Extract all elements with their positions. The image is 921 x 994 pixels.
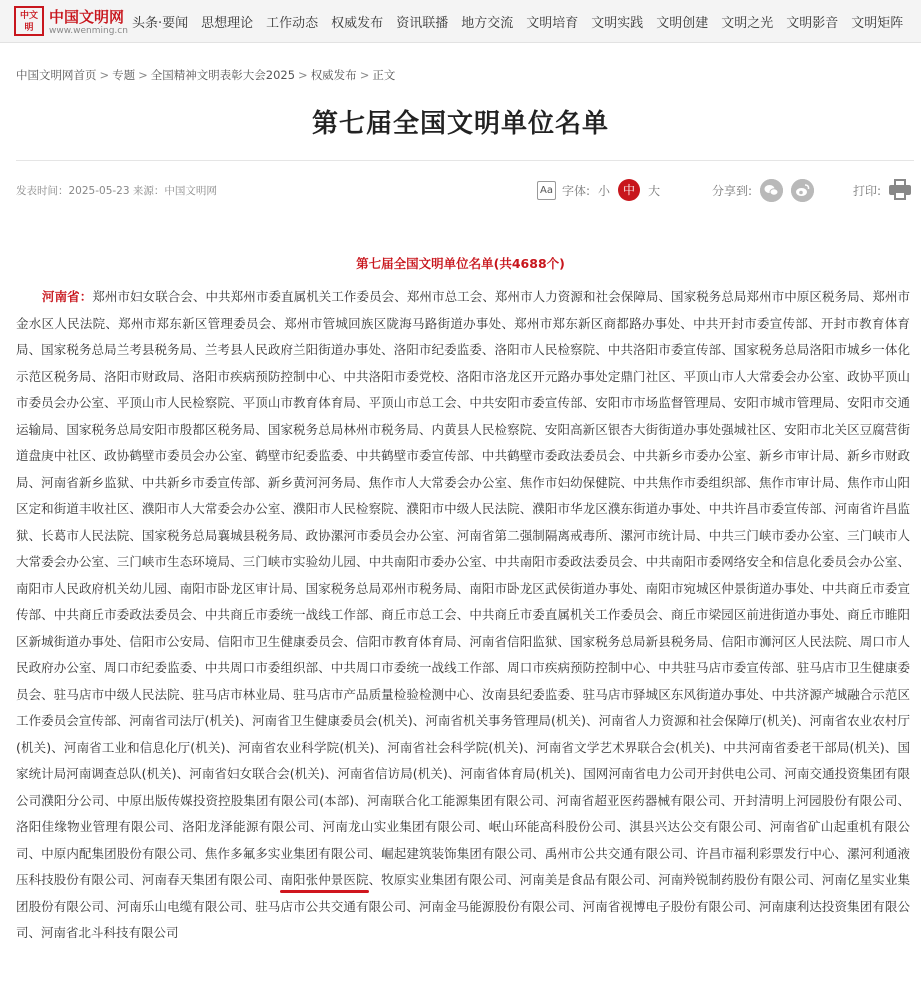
breadcrumb-current: 正文 (372, 68, 396, 82)
font-size-icon: Aa (537, 181, 556, 200)
breadcrumb-separator: > (138, 68, 148, 82)
breadcrumb-home[interactable]: 中国文明网首页 (16, 68, 97, 82)
nav-item-local-exchange[interactable]: 地方交流 (461, 16, 514, 31)
breadcrumb-separator: > (298, 68, 308, 82)
breadcrumb-release[interactable]: 权威发布 (310, 68, 357, 82)
print-controls (853, 178, 911, 202)
breadcrumb-separator: > (359, 68, 370, 82)
font-size-controls (537, 178, 668, 202)
nav-item-theory[interactable]: 思想理论 (201, 16, 254, 31)
breadcrumb-topic[interactable]: 专题 (112, 68, 136, 82)
logo-url: www.wenming.cn (49, 26, 128, 36)
font-size-medium-button[interactable]: 中 (618, 179, 640, 201)
nav-item-matrix[interactable]: 文明矩阵 (851, 16, 904, 31)
nav-item-official-release[interactable]: 权威发布 (331, 16, 384, 31)
site-logo[interactable] (14, 6, 128, 38)
unit-list-text-continued: 、牧原实业集团有限公司、河南美是食品有限公司、河南羚锐制药股份有限公司、河南亿星实业集团股份有限公司、河南乐山电缆有限公司、驻马店市公共交通有限公司、河南金马能源股份有限公司、河南省视博电子股份有限公司、河南康利达投资集团有限公司、河南省北斗科技有限公司 (16, 872, 910, 940)
logo-mark: 中文明 (14, 6, 44, 36)
title-divider (16, 160, 914, 161)
font-size-large-button[interactable]: 大 (648, 183, 661, 198)
breadcrumb-separator: > (99, 68, 110, 82)
nav-item-media[interactable]: 文明影音 (786, 16, 839, 31)
printer-icon[interactable] (889, 179, 911, 201)
wechat-icon[interactable] (760, 179, 783, 202)
unit-list-text: 郑州市妇女联合会、中共郑州市委直属机关工作委员会、郑州市总工会、郑州市人力资源和社会保障局、国家税务总局郑州市中原区税务局、郑州市金水区人民法院、郑州市郑东新区管理委员会、郑州市管城回族区陇海马路街道办事处、郑州市郑东新区商都路办事处、中共开封市委宣传部、开封市教育体育局、国家税务总局兰考县税务局、兰考县人民政府兰阳街道办事处、洛阳市纪委监委、洛阳市人民检察院、中共洛阳市委宣传部、国家税务总局洛阳市城乡一体化示范区税务局、洛阳市财政局、洛阳市疾病预防控制中心、中共洛阳市委党校、洛阳市洛龙区开元路办事处定鼎门社区、平顶山市人大常委会办公室、政协平顶山市委员会办公室、平顶山市人民检察院、平顶山市教育体育局、平顶山市总工会、中共安阳市委宣传部、安阳市市场监督管理局、安阳市城市管理局、安阳市交通运输局、国家税务总局安阳市殷都区税务局、国家税务总局林州市税务局、内黄县人民检察院、安阳高新区银杏大街街道办事处强城社区、安阳市北关区豆腐营街道盘庚中社区、政协鹤壁市委员会办公室、鹤壁市纪委监委、中共鹤壁市委宣传部、中共鹤壁市委政法委员会、中共新乡市委办公室、新乡市审计局、新乡市财政局、河南省新乡监狱、中共新乡市委宣传部、新乡黄河河务局、焦作市人大常委会办公室、焦作市妇幼保健院、中共焦作市委组织部、焦作市审计局、焦作市山阳区定和街道丰收社区、濮阳市人大常委会办公室、濮阳市人民检察院、濮阳市中级人民法院、濮阳市华龙区濮东街道办事处、中共许昌市委宣传部、河南省许昌监狱、长葛市人民法院、国家税务总局襄城县税务局、政协漯河市委员会办公室、河南省第二强制隔离戒毒所、漯河市统计局、中共三门峡市委办公室、三门峡市人大常委会办公室、三门峡市生态环境局、三门峡市实验幼儿园、中共南阳市委办公室、中共南阳市委政法委员会、中共南阳市委网络安全和信息化委员会办公室、南阳市人民政府机关幼儿园、南阳市卧龙区审计局、国家税务总局邓州市税务局、南阳市卧龙区武侯街道办事处、南阳市宛城区仲景街道办事处、中共商丘市委宣传部、中共商丘市委政法委员会、中共商丘市委统一战线工作部、商丘市总工会、中共商丘市委直属机关工作委员会、商丘市梁园区前进街道办事处、商丘市睢阳区新城街道办事处、信阳市公安局、信阳市卫生健康委员会、信阳市教育体育局、河南省信阳监狱、国家税务总局新县税务局、信阳市浉河区人民法院、周口市人民政府办公室、周口市纪委监委、中共周口市委组织部、中共周口市委统一战线工作部、周口市疾病预防控制中心、中共驻马店市委宣传部、驻马店市卫生健康委员会、驻马店市中级人民法院、驻马店市林业局、驻马店市产品质量检验检测中心、汝南县纪委监委、驻马店市驿城区东风街道办事处、中共济源产城融合示范区工作委员会宣传部、河南省司法厅(机关)、河南省卫生健康委员会(机关)、河南省机关事务管理局(机关)、河南省人力资源和社会保障厅(机关)、河南省农业农村厅(机关)、河南省工业和信息化厅(机关)、河南省农业科学院(机关)、河南省社会科学院(机关)、河南省文学艺术界联合会(机关)、中共河南省委老干部局(机关)、国家统计局河南调查总队(机关)、河南省妇女联合会(机关)、河南省信访局(机关)、河南省体育局(机关)、国网河南省电力公司开封供电公司、河南交通投资集团有限公司濮阳分公司、中原出版传媒投资控股集团有限公司(本部)、河南联合化工能源集团有限公司、河南省超亚医药器械有限公司、开封清明上河园股份有限公司、洛阳佳缘物业管理有限公司、洛阳龙泽能源有限公司、河南龙山实业集团有限公司、岷山环能高科股份公司、淇县兴达公交有限公司、河南省矿山起重机有限公司、中原内配集团股份有限公司、焦作多氟多实业集团有限公司、崛起建筑装饰集团有限公司、禹州市公共交通有限公司、许昌市福利彩票发行中心、漯河利通液压科技股份有限公司、河南春天集团有限公司、 (16, 289, 910, 887)
nav-item-creation[interactable]: 文明创建 (656, 16, 709, 31)
top-navigation-bar (0, 0, 921, 43)
nav-item-work-news[interactable]: 工作动态 (266, 16, 319, 31)
share-controls (712, 178, 814, 202)
nav-item-news-feed[interactable]: 资讯联播 (396, 16, 449, 31)
article-body (16, 284, 910, 947)
nav-item-light[interactable]: 文明之光 (721, 16, 774, 31)
share-label: 分享到: (712, 183, 753, 198)
province-label: 河南省： (42, 289, 93, 304)
font-size-small-button[interactable]: 小 (598, 183, 611, 198)
nav-item-headlines[interactable]: 头条·要闻 (132, 16, 189, 31)
breadcrumb (16, 67, 395, 83)
nav-item-practice[interactable]: 文明实践 (591, 16, 644, 31)
breadcrumb-event[interactable]: 全国精神文明表彰大会2025 (150, 68, 296, 82)
main-nav (132, 0, 916, 43)
font-size-label: 字体: (562, 183, 591, 198)
article-subtitle: 第七届全国文明单位名单(共4688个) (356, 256, 565, 271)
weibo-icon[interactable] (791, 179, 814, 202)
article-meta: 发表时间：2025-05-23 来源：中国文明网 (16, 185, 217, 197)
highlighted-unit: 南阳张仲景医院 (280, 872, 369, 887)
logo-name: 中国文明网 (49, 8, 125, 26)
nav-item-cultivation[interactable]: 文明培育 (526, 16, 579, 31)
page-title: 第七届全国文明单位名单 (311, 109, 609, 139)
print-label: 打印: (853, 183, 882, 198)
